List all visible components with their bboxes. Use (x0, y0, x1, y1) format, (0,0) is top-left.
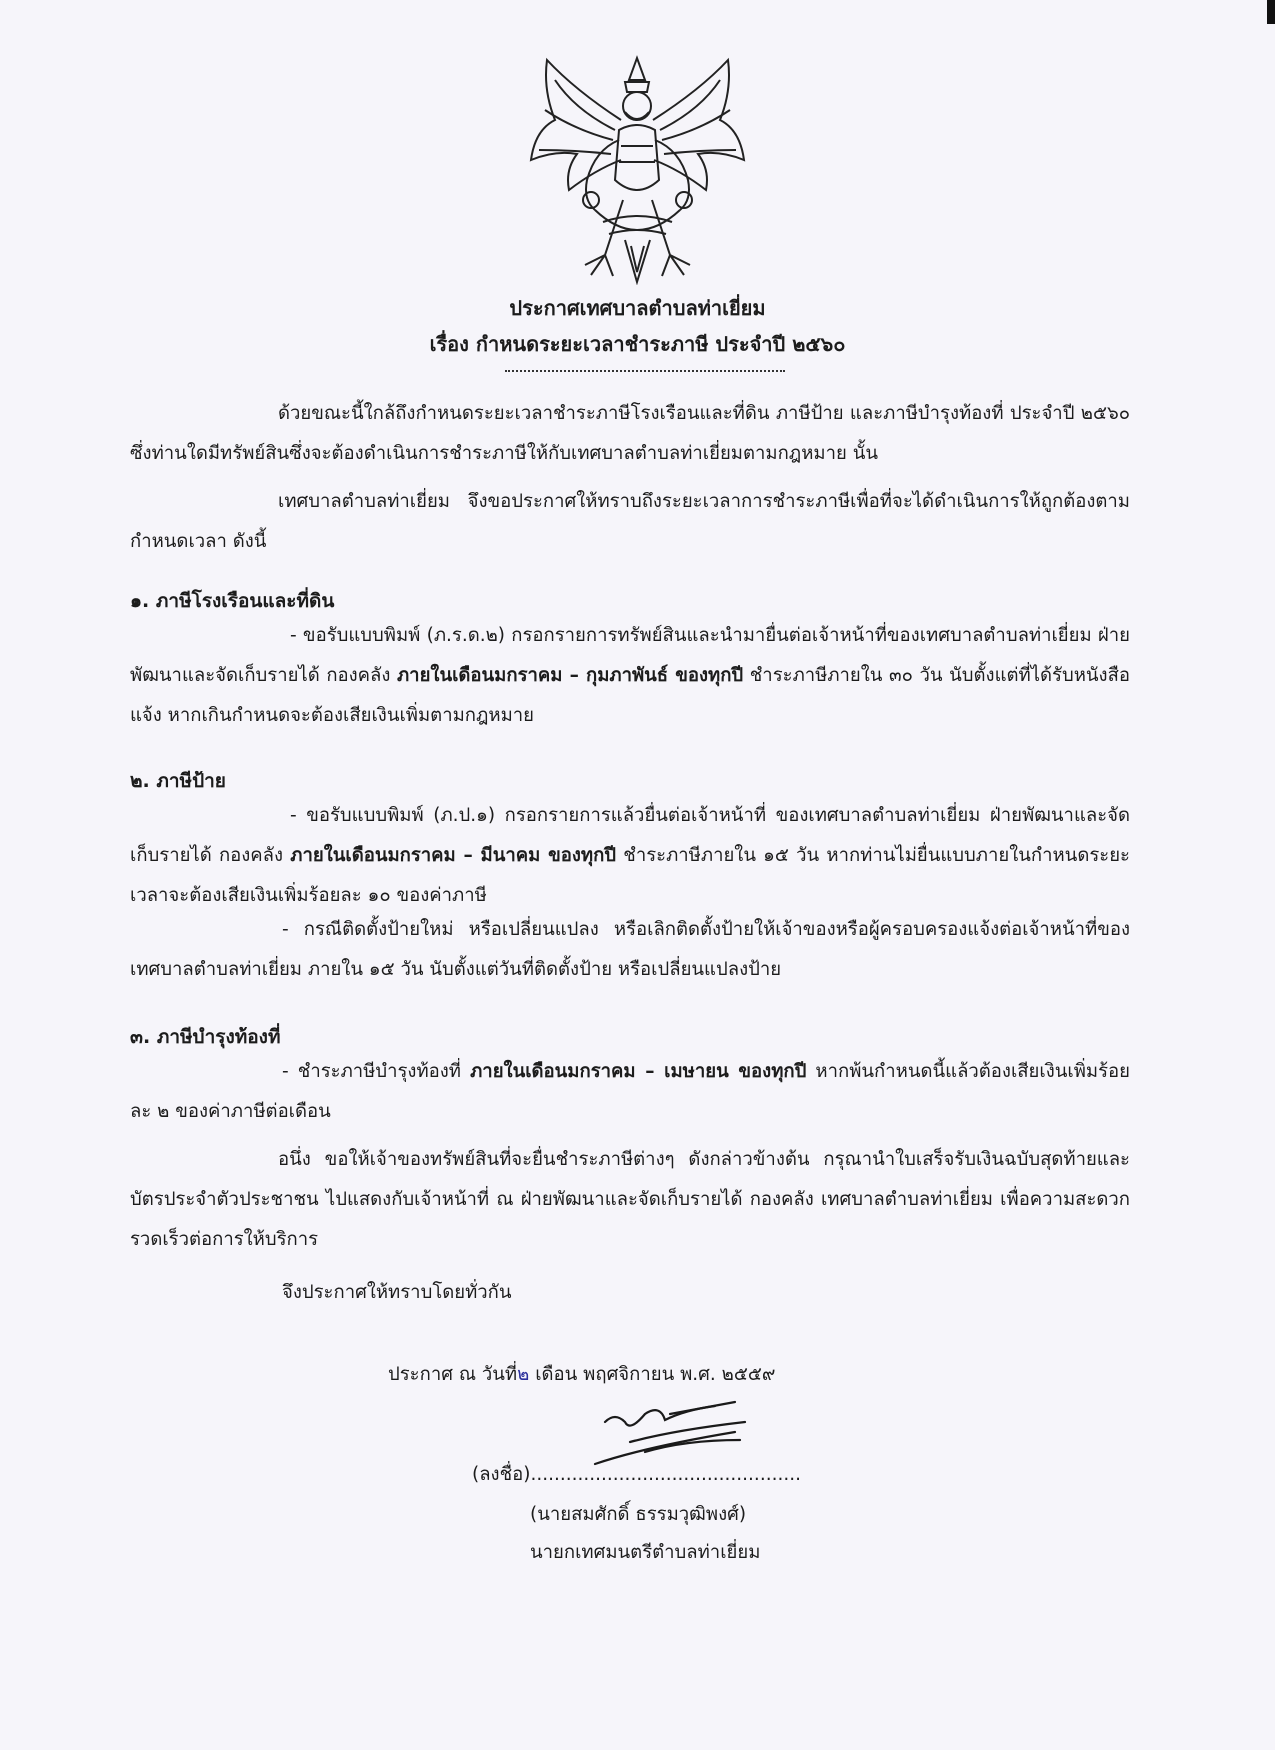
section-1-body (130, 616, 1130, 736)
intro-paragraph-1-text: ด้วยขณะนี้ใกล้ถึงกำหนดระยะเวลาชำระภาษีโรงเรือนและที่ดิน ภาษีป้าย และภาษีบำรุงท้องที่ ประจำปี ๒๕๖๐ ซึ่งท่านใดมีทรัพย์สินซึ่งจะต้องดำเนินการชำระภาษีให้กับเทศบาลตำบลท่าเยี่ยมตามกฎหมาย นั้น (130, 403, 1130, 464)
announcement-title: ประกาศเทศบาลตำบลท่าเยี่ยม (509, 296, 766, 320)
section-2-heading: ๒. ภาษีป้าย (130, 770, 226, 792)
scan-edge-mark (1267, 0, 1275, 24)
garuda-emblem-icon (525, 50, 750, 285)
section-2-text-a: - ขอรับแบบพิมพ์ (ภ.ป.๑) กรอกรายการแล้วยื่นต่อเจ้าหน้าที่ ของเทศบาลตำบลท่าเยี่ยม ฝ่ายพัฒนาและจัดเก็บรายได้ กองคลัง (130, 805, 1130, 866)
section-2-text-b: ชำระภาษีภายใน ๑๕ วัน หากท่านไม่ยื่นแบบภายในกำหนดระยะเวลาจะต้องเสียเงินเพิ่มร้อยละ ๑๐ ของค่าภาษี (130, 845, 1130, 906)
title-divider (505, 370, 785, 372)
date-suffix: เดือน พฤศจิกายน พ.ศ. ๒๕๕๙ (529, 1364, 776, 1385)
date-prefix: ประกาศ ณ วันที่ (388, 1364, 518, 1385)
section-1-text-a: - ขอรับแบบพิมพ์ (ภ.ร.ด.๒) กรอกรายการทรัพย์สินและนำมายื่นต่อเจ้าหน้าที่ของเทศบาลตำบลท่าเยี่ยม ฝ่ายพัฒนาและจัดเก็บรายได้ กองคลัง (130, 625, 1130, 686)
section-1-heading: ๑. ภาษีโรงเรือนและที่ดิน (130, 590, 335, 612)
closing-paragraph-text: อนึ่ง ขอให้เจ้าของทรัพย์สินที่จะยื่นชำระภาษีต่างๆ ดังกล่าวข้างต้น กรุณานำใบเสร็จรับเงินฉบับสุดท้ายและบัตรประจำตัวประชาชน ไปแสดงกับเจ้าหน้าที่ ณ ฝ่ายพัฒนาและจัดเก็บรายได้ กองคลัง เทศบาลตำบลท่าเยี่ยม เพื่อความสะดวกรวดเร็วต่อการให้บริการ (130, 1149, 1130, 1250)
intro-paragraph-1 (130, 394, 1130, 474)
announcement-subject: เรื่อง กำหนดระยะเวลาชำระภาษี ประจำปี ๒๕๖๐ (429, 332, 846, 356)
section-3-text-a: - ชำระภาษีบำรุงท้องที่ (282, 1061, 471, 1082)
section-2-deadline: ภายในเดือนมกราคม – มีนาคม ของทุกปี (290, 845, 617, 866)
section-3-deadline: ภายในเดือนมกราคม – เมษายน ของทุกปี (470, 1061, 807, 1082)
date-day: ๒ (517, 1364, 530, 1385)
signatory-position: นายกเทศมนตรีตำบลท่าเยี่ยม (530, 1542, 761, 1563)
intro-paragraph-2-text: เทศบาลตำบลท่าเยี่ยม จึงขอประกาศให้ทราบถึงระยะเวลาการชำระภาษีเพื่อที่จะได้ดำเนินการให้ถูกต้องตามกำหนดเวลา ดังนี้ (130, 491, 1130, 552)
section-2-body (130, 796, 1130, 916)
signatory-name: (นายสมศักดิ์ ธรรมวุฒิพงศ์) (530, 1504, 747, 1525)
section-1-text-b: ชำระภาษีภายใน ๓๐ วัน นับตั้งแต่ที่ได้รับหนังสือแจ้ง หากเกินกำหนดจะต้องเสียเงินเพิ่มตามกฎหมาย (130, 665, 1130, 726)
section-2-text-c: - กรณีติดตั้งป้ายใหม่ หรือเปลี่ยนแปลง หรือเลิกติดตั้งป้ายให้เจ้าของหรือผู้ครอบครองแจ้งต่อเจ้าหน้าที่ของเทศบาลตำบลท่าเยี่ยม ภายใน ๑๕ วัน นับตั้งแต่วันที่ติดตั้งป้าย หรือเปลี่ยนแปลงป้าย (130, 919, 1130, 980)
signature-line: (ลงชื่อ).............................................. (472, 1464, 801, 1485)
section-3-heading: ๓. ภาษีบำรุงท้องที่ (130, 1026, 281, 1048)
announcement-date (388, 1360, 775, 1389)
closing-statement: จึงประกาศให้ทราบโดยทั่วกัน (282, 1282, 512, 1303)
section-1-deadline: ภายในเดือนมกราคม – กุมภาพันธ์ ของทุกปี (396, 665, 744, 686)
section-2-note (130, 910, 1130, 990)
intro-paragraph-2 (130, 482, 1130, 562)
section-3-body (130, 1052, 1130, 1132)
section-3-text-b: หากพ้นกำหนดนี้แล้วต้องเสียเงินเพิ่มร้อยละ ๒ ของค่าภาษีต่อเดือน (130, 1061, 1131, 1122)
closing-paragraph (130, 1140, 1130, 1260)
